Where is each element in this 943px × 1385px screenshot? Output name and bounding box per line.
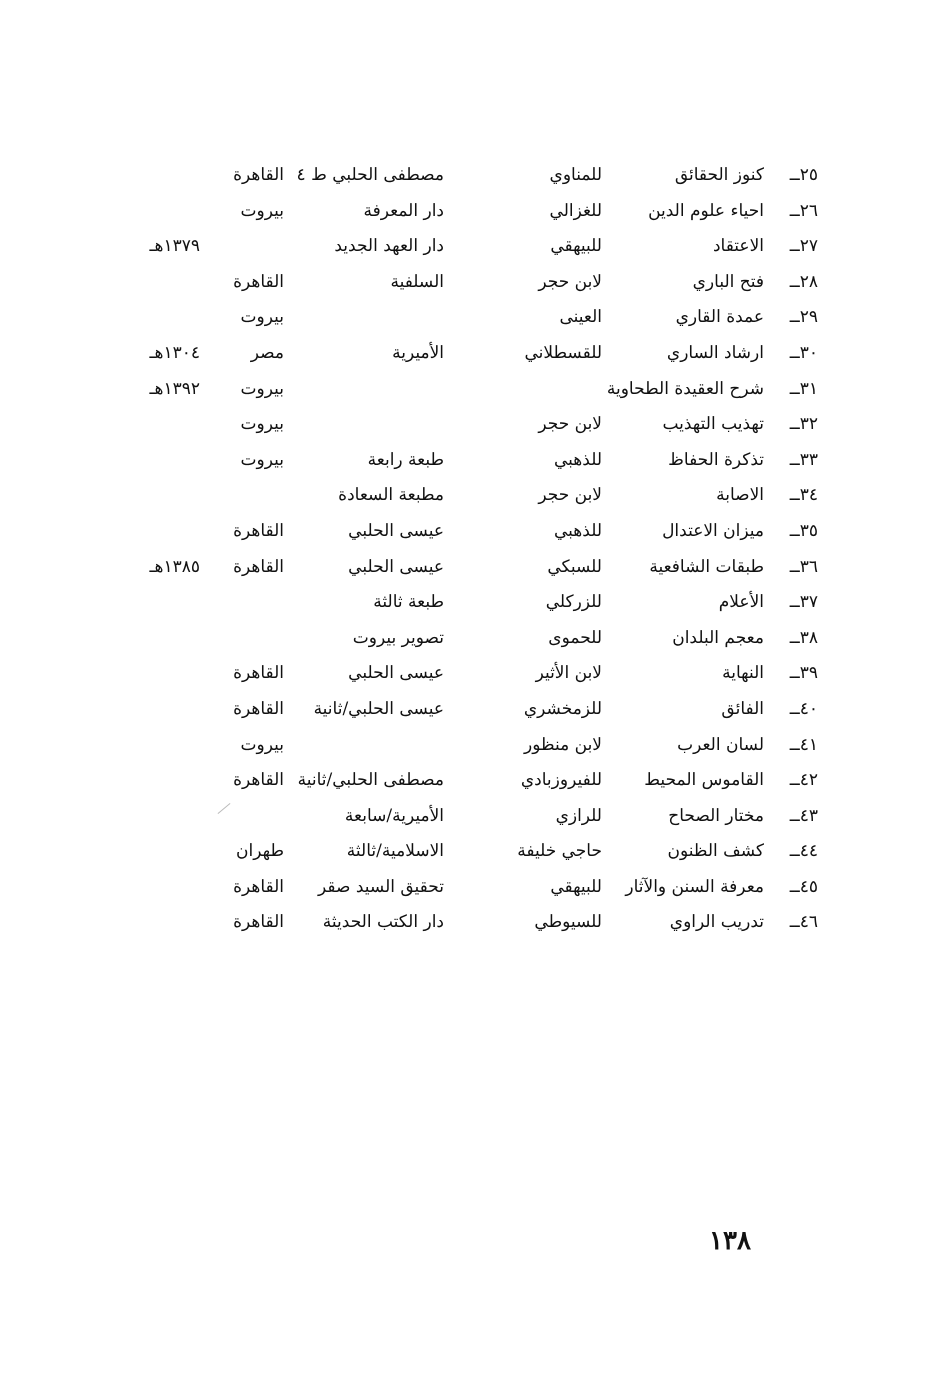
bibliography-entry	[120, 691, 820, 727]
entry-number: ٢٦ــ	[789, 200, 818, 221]
entry-title: كشف الظنون	[667, 841, 764, 862]
entry-publisher: مطبعة السعادة	[338, 485, 444, 506]
entry-number: ٤٣ــ	[789, 805, 818, 826]
entry-title: ارشاد الساري	[666, 342, 764, 363]
entry-author: للرازي	[555, 805, 602, 826]
entry-number: ٣٤ــ	[789, 485, 818, 506]
bibliography-entry	[120, 513, 820, 549]
entry-number: ٢٧ــ	[789, 236, 818, 257]
entry-author: للذهبي	[554, 520, 602, 541]
entry-number: ٣٢ــ	[789, 414, 818, 435]
entry-city: القاهرة	[233, 271, 284, 292]
bibliography-entry	[120, 442, 820, 478]
entry-publisher: عيسى الحلبي/ثانية	[313, 698, 444, 719]
entry-author: للقسطلاني	[524, 342, 602, 363]
entry-title: احياء علوم الدين	[648, 200, 764, 221]
entry-publisher: مصطفى الحلبي/ثانية	[297, 770, 444, 791]
bibliography-entry	[120, 228, 820, 264]
entry-number: ٣٣ــ	[789, 449, 818, 470]
entry-year: ١٣٨٥هـ	[149, 556, 200, 577]
entry-year: ١٣٩٢هـ	[149, 378, 200, 399]
entry-city: القاهرة	[233, 770, 284, 791]
entry-publisher: الأميرية/سابعة	[344, 805, 444, 826]
entry-number: ٣٥ــ	[789, 520, 818, 541]
bibliography-entry	[120, 762, 820, 798]
entry-publisher: مصطفى الحلبي ط ٤	[296, 165, 444, 185]
bibliography-entry	[120, 406, 820, 442]
entry-number: ٣٨ــ	[789, 627, 818, 648]
entry-title: كنوز الحقائق	[674, 165, 764, 185]
bibliography-entry	[120, 371, 820, 407]
entry-publisher: تحقيق السيد صقر	[318, 876, 444, 897]
entry-author: لابن منظور	[524, 734, 602, 755]
entry-publisher: دار المعرفة	[363, 200, 444, 221]
bibliography-entry	[120, 477, 820, 513]
entry-title: تذكرة الحفاظ	[668, 449, 764, 470]
entry-title: طبقات الشافعية	[649, 556, 764, 577]
entry-title: الاعتقاد	[712, 236, 764, 257]
entry-number: ٤٥ــ	[789, 876, 818, 897]
entry-number: ٢٩ــ	[789, 307, 818, 328]
entry-city: القاهرة	[233, 520, 284, 541]
entry-author: للحموى	[548, 627, 602, 648]
entry-author: للغزالي	[549, 200, 602, 221]
entry-title: معجم البلدان	[672, 627, 764, 648]
entry-title: النهاية	[722, 663, 764, 684]
entry-number: ٤٢ــ	[789, 770, 818, 791]
bibliography-entry	[120, 655, 820, 691]
entry-publisher: دار العهد الجديد	[334, 236, 444, 257]
entry-number: ٢٥ــ	[789, 165, 818, 185]
bibliography-entry	[120, 727, 820, 763]
entry-city: القاهرة	[233, 165, 284, 185]
bibliography-entry	[120, 193, 820, 229]
bibliography-entry	[120, 335, 820, 371]
entry-number: ٣١ــ	[789, 378, 818, 399]
entry-author: للفيروزبادي	[520, 770, 602, 791]
entry-city: طهران	[236, 841, 284, 862]
entry-publisher: عيسى الحلبي	[348, 556, 444, 577]
entry-title: ميزان الاعتدال	[662, 520, 764, 541]
entry-city: القاهرة	[233, 876, 284, 897]
entry-title: الاصابة	[716, 485, 764, 506]
entry-city: القاهرة	[233, 556, 284, 577]
entry-year: ١٣٧٩هـ	[149, 236, 200, 257]
bibliography-entry	[120, 584, 820, 620]
entry-number: ٤٠ــ	[789, 698, 818, 719]
entry-publisher: الأميرية	[392, 342, 444, 363]
entry-title: عمدة القاري	[675, 307, 764, 328]
entry-title: تدريب الراوي	[669, 912, 764, 933]
bibliography-entry	[120, 620, 820, 656]
page-number: ١٣٨	[709, 1226, 751, 1256]
entry-number: ٣٦ــ	[789, 556, 818, 577]
bibliography-entry	[120, 904, 820, 940]
entry-city: مصر	[250, 342, 284, 363]
bibliography-entry	[120, 833, 820, 869]
entry-city: بيروت	[240, 378, 284, 399]
entry-author: للسيوطي	[534, 912, 602, 933]
entry-author: لابن حجر	[538, 414, 602, 435]
entry-number: ٣٩ــ	[789, 663, 818, 684]
entry-city: بيروت	[240, 449, 284, 470]
bibliography-list	[120, 157, 820, 940]
bibliography-entry	[120, 798, 820, 834]
entry-city: القاهرة	[233, 698, 284, 719]
entry-city: بيروت	[240, 734, 284, 755]
entry-author: لابن حجر	[538, 485, 602, 506]
entry-author: لابن الأثير	[535, 663, 602, 684]
entry-number: ٣٠ــ	[789, 342, 818, 363]
entry-title: الأعلام	[718, 592, 764, 613]
bibliography-entry	[120, 299, 820, 335]
entry-city: بيروت	[240, 307, 284, 328]
entry-title: فتح الباري	[692, 271, 764, 292]
entry-publisher: عيسى الحلبي	[348, 520, 444, 541]
entry-title: تهذيب التهذيب	[662, 414, 764, 435]
entry-publisher: عيسى الحلبي	[348, 663, 444, 684]
entry-author: حاجي خليفة	[517, 841, 602, 862]
entry-year: ١٣٠٤هـ	[149, 342, 200, 363]
bibliography-entry	[120, 264, 820, 300]
entry-title: مختار الصحاح	[668, 805, 764, 826]
entry-publisher: طبعة رابعة	[367, 449, 444, 470]
entry-publisher: الاسلامية/ثالثة	[346, 841, 444, 862]
bibliography-entry	[120, 869, 820, 905]
entry-number: ٣٧ــ	[789, 592, 818, 613]
entry-number: ٤١ــ	[789, 734, 818, 755]
entry-publisher: طبعة ثالثة	[373, 592, 444, 613]
entry-author: للمناوي	[549, 165, 602, 185]
entry-city: القاهرة	[233, 663, 284, 684]
entry-author: للزمخشري	[523, 698, 602, 719]
entry-title: معرفة السنن والآثار	[625, 876, 764, 897]
entry-city: بيروت	[240, 200, 284, 221]
entry-title: لسان العرب	[677, 734, 764, 755]
entry-title: القاموس المحيط	[644, 770, 764, 791]
entry-author: للسبكي	[547, 556, 602, 577]
entry-title: الفائق	[721, 698, 764, 719]
entry-author: للزركلي	[545, 592, 602, 613]
entry-author: للبيهقي	[550, 236, 602, 257]
entry-number: ٢٨ــ	[789, 271, 818, 292]
entry-author: للبيهقي	[550, 876, 602, 897]
entry-title: شرح العقيدة الطحاوية	[606, 378, 764, 399]
entry-publisher: السلفية	[390, 271, 444, 292]
entry-city: بيروت	[240, 414, 284, 435]
entry-publisher: تصوير بيروت	[352, 627, 444, 648]
entry-author: للذهبي	[554, 449, 602, 470]
entry-author: العينى	[559, 307, 602, 328]
entry-author: لابن حجر	[538, 271, 602, 292]
entry-number: ٤٤ــ	[789, 841, 818, 862]
entry-publisher: دار الكتب الحديثة	[322, 912, 444, 933]
entry-city: القاهرة	[233, 912, 284, 933]
entry-number: ٤٦ــ	[789, 912, 818, 933]
bibliography-entry	[120, 549, 820, 585]
bibliography-entry	[120, 157, 820, 193]
